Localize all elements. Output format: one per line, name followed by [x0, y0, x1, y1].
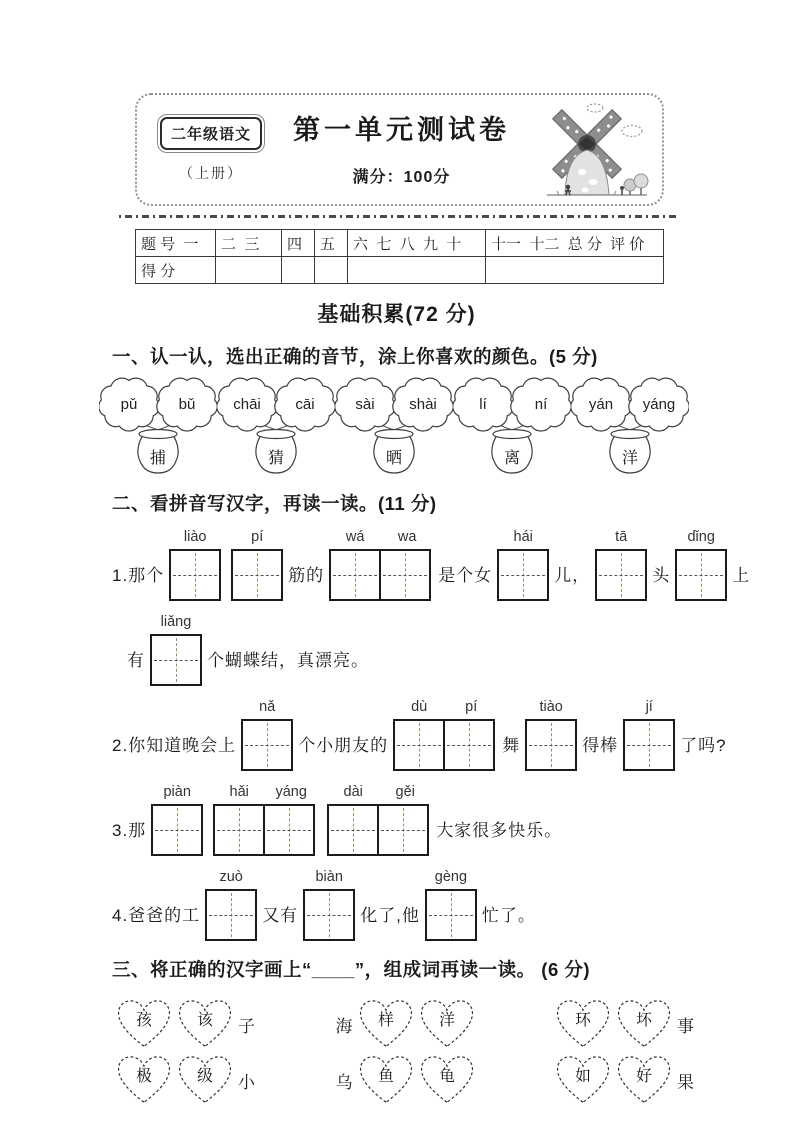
sentence-text: 个小朋友的: [298, 736, 389, 755]
heart-word-row: [116, 999, 255, 1049]
pinyin-label: hǎi: [229, 784, 249, 800]
sentence-text: 1.那个: [112, 566, 165, 585]
syllable-option[interactable]: yán: [588, 396, 614, 413]
pinyin-label: biàn: [315, 869, 343, 885]
writing-box[interactable]: [525, 719, 577, 771]
heart-option[interactable]: [177, 1055, 233, 1105]
writing-box[interactable]: [675, 549, 727, 601]
windmill-illustration-icon: [535, 100, 653, 200]
heart-option[interactable]: [616, 1055, 672, 1105]
syllable-pot-group: [571, 377, 689, 475]
q2-lines: [0, 529, 793, 941]
syllable-pot-group: [453, 377, 571, 475]
syllable-option[interactable]: sài: [355, 396, 375, 413]
word-suffix-character: 子: [238, 1016, 255, 1036]
paper-header: [135, 93, 664, 206]
writing-box[interactable]: [393, 719, 445, 771]
word-prefix-character: 海: [335, 1016, 353, 1036]
writing-box[interactable]: [443, 719, 495, 771]
header-center: [269, 108, 534, 191]
word-suffix-character: 果: [677, 1072, 694, 1092]
pinyin-label: tiào: [539, 699, 563, 715]
pot-character: 晒: [385, 450, 403, 467]
heart-word-group: [555, 999, 694, 1105]
pot-character: 离: [503, 450, 521, 467]
syllable-option[interactable]: pǔ: [120, 396, 138, 413]
section-title: 基础积累(72 分): [317, 303, 476, 326]
score-table-header-row: [136, 230, 664, 257]
pinyin-label: gèng: [434, 869, 468, 885]
grade-label-box: 二年级语文: [160, 117, 262, 150]
writing-box[interactable]: [213, 804, 265, 856]
heart-character[interactable]: 如: [575, 1067, 591, 1085]
heart-option[interactable]: [419, 999, 475, 1049]
pinyin-label: jí: [645, 699, 653, 715]
syllable-option[interactable]: shài: [409, 396, 437, 413]
fill-in-sentence: [112, 529, 793, 601]
sentence-text: 舞: [502, 736, 521, 755]
pinyin-label: yáng: [275, 784, 307, 800]
full-score-label: 满分：100分: [352, 169, 451, 186]
syllable-option[interactable]: chāi: [233, 396, 261, 413]
heart-word-row: [555, 999, 694, 1049]
pinyin-label: wa: [397, 529, 417, 545]
heart-option[interactable]: [419, 1055, 475, 1105]
header-left: [153, 117, 269, 183]
syllable-option[interactable]: lí: [479, 396, 487, 413]
writing-box-group: [231, 529, 283, 601]
syllable-pot-group: [99, 377, 217, 475]
score-col-label: 六 七 八 九 十: [348, 230, 486, 257]
writing-box[interactable]: [205, 889, 257, 941]
writing-box[interactable]: [169, 549, 221, 601]
writing-box-group: [525, 699, 577, 771]
pinyin-label: gěi: [395, 784, 415, 800]
sentence-text: 上: [732, 566, 751, 585]
writing-box-group: [327, 784, 431, 856]
sentence-text: 2.你知道晚会上: [112, 736, 237, 755]
writing-box[interactable]: [497, 549, 549, 601]
writing-box[interactable]: [379, 549, 431, 601]
heart-character[interactable]: 孩: [136, 1011, 152, 1029]
sentence-text: 儿，: [554, 566, 591, 585]
writing-box[interactable]: [327, 804, 379, 856]
score-table-score-row: [136, 257, 664, 284]
pinyin-label: pí: [465, 699, 478, 715]
sentence-text: 有: [127, 651, 145, 670]
writing-box-group: [497, 529, 549, 601]
pinyin-label: wá: [345, 529, 365, 545]
score-col-label: 十一 十二 总 分 评 价: [486, 230, 664, 257]
writing-box-group: [595, 529, 647, 601]
heart-character[interactable]: 坏: [636, 1011, 652, 1029]
pinyin-label: tā: [615, 529, 628, 545]
writing-box[interactable]: [595, 549, 647, 601]
score-cell: [315, 257, 348, 284]
word-suffix-character: 事: [677, 1016, 694, 1036]
writing-box[interactable]: [623, 719, 675, 771]
writing-box-group: [675, 529, 727, 601]
heart-option[interactable]: [358, 1055, 414, 1105]
score-cell: [348, 257, 486, 284]
pinyin-label: zuò: [219, 869, 243, 885]
syllable-option[interactable]: ní: [534, 396, 548, 413]
sentence-text: 4.爸爸的工: [112, 906, 201, 925]
heart-character[interactable]: 级: [197, 1067, 213, 1085]
sentence-text: 了吗?: [680, 736, 727, 755]
syllable-pot-group: [335, 377, 453, 475]
writing-box-group: [213, 784, 317, 856]
writing-box[interactable]: [329, 549, 381, 601]
pot-character: 捕: [149, 450, 167, 467]
q3-groups: [116, 999, 694, 1105]
writing-box-group: [151, 784, 203, 856]
writing-box-group: [169, 529, 221, 601]
heart-word-row: [116, 1055, 255, 1105]
pinyin-label: nǎ: [259, 699, 276, 715]
q3-heading: 三、将正确的汉字画上“____”，组成词再读一读。 (6 分): [112, 959, 591, 980]
heart-word-group: [116, 999, 255, 1105]
syllable-option[interactable]: bǔ: [178, 396, 196, 413]
writing-box-group: [623, 699, 675, 771]
sentence-text: 忙了。: [481, 906, 536, 925]
heart-character[interactable]: 极: [136, 1067, 152, 1085]
heart-option[interactable]: [555, 1055, 611, 1105]
pinyin-label: dài: [343, 784, 363, 800]
writing-box-group: [150, 614, 202, 686]
heart-option[interactable]: [358, 999, 414, 1049]
fill-in-sentence: [127, 614, 793, 686]
sentence-text: 头: [652, 566, 671, 585]
fill-in-sentence: [112, 869, 793, 941]
pinyin-label: liào: [183, 529, 207, 545]
header-right: [534, 100, 654, 200]
writing-box[interactable]: [377, 804, 429, 856]
pinyin-label: pí: [251, 529, 264, 545]
score-cell: [216, 257, 282, 284]
sentence-text: 化了,他: [360, 906, 420, 925]
heart-option[interactable]: [116, 999, 172, 1049]
sentence-text: 得棒: [582, 736, 619, 755]
pinyin-label: dǐng: [687, 529, 715, 545]
sentence-text: 是个女: [438, 566, 493, 585]
heart-word-row: [555, 1055, 694, 1105]
word-suffix-character: 小: [238, 1072, 255, 1092]
syllable-pot-group: [217, 377, 335, 475]
writing-box-group: [241, 699, 293, 771]
score-table: [135, 229, 664, 284]
writing-box[interactable]: [263, 804, 315, 856]
writing-box-group: [303, 869, 355, 941]
paper-title: 第一单元测试卷: [293, 115, 510, 145]
heart-character[interactable]: 鱼: [377, 1067, 394, 1085]
dashed-separator: [119, 215, 677, 218]
sentence-text: 筋的: [288, 566, 325, 585]
score-row-label: 得 分: [136, 257, 216, 284]
heart-option[interactable]: [616, 999, 672, 1049]
heart-word-row: [336, 999, 475, 1049]
heart-character[interactable]: 样: [377, 1011, 394, 1029]
writing-box[interactable]: [231, 549, 283, 601]
heart-option[interactable]: [555, 999, 611, 1049]
q1-groups: [99, 377, 793, 475]
pinyin-label: piàn: [163, 784, 191, 800]
score-cell: [486, 257, 664, 284]
word-prefix-character: 乌: [335, 1072, 353, 1092]
writing-box[interactable]: [303, 889, 355, 941]
heart-character[interactable]: 环: [575, 1011, 591, 1029]
q1-heading: 一、认一认，选出正确的音节，涂上你喜欢的颜色。(5 分): [112, 346, 598, 367]
score-cell: [282, 257, 315, 284]
pinyin-label: dù: [411, 699, 428, 715]
pot-character: 洋: [621, 450, 639, 467]
sentence-text: 个蝴蝶结，真漂亮。: [207, 651, 369, 670]
heart-character[interactable]: 该: [197, 1011, 213, 1029]
fill-in-sentence: [112, 784, 793, 856]
heart-word-group: [336, 999, 475, 1105]
sentence-text: 3.那: [112, 821, 147, 840]
writing-box[interactable]: [241, 719, 293, 771]
score-col-label: 四: [282, 230, 315, 257]
score-col-label: 二 三: [216, 230, 282, 257]
heart-word-row: [336, 1055, 475, 1105]
writing-box-group: [425, 869, 477, 941]
writing-box[interactable]: [151, 804, 203, 856]
syllable-option[interactable]: yáng: [642, 396, 676, 413]
sentence-text: 大家很多快乐。: [436, 821, 563, 840]
writing-box-group: [329, 529, 433, 601]
heart-character[interactable]: 洋: [438, 1011, 455, 1029]
heart-option[interactable]: [116, 1055, 172, 1105]
volume-label: （上册）: [179, 164, 243, 181]
pot-character: 猜: [267, 450, 285, 467]
pinyin-label: liǎng: [160, 614, 192, 630]
sentence-text: 又有: [262, 906, 299, 925]
heart-option[interactable]: [177, 999, 233, 1049]
fill-in-sentence: [112, 699, 793, 771]
heart-character[interactable]: 好: [636, 1067, 652, 1085]
pinyin-label: hái: [513, 529, 533, 545]
score-col-label: 五: [315, 230, 348, 257]
q2-heading: 二、看拼音写汉字，再读一读。(11 分): [112, 493, 437, 514]
writing-box[interactable]: [425, 889, 477, 941]
score-col-label: 题 号 一: [136, 230, 216, 257]
writing-box-group: [205, 869, 257, 941]
heart-character[interactable]: 龟: [438, 1067, 455, 1085]
writing-box[interactable]: [150, 634, 202, 686]
writing-box-group: [393, 699, 497, 771]
syllable-option[interactable]: cāi: [295, 396, 315, 413]
